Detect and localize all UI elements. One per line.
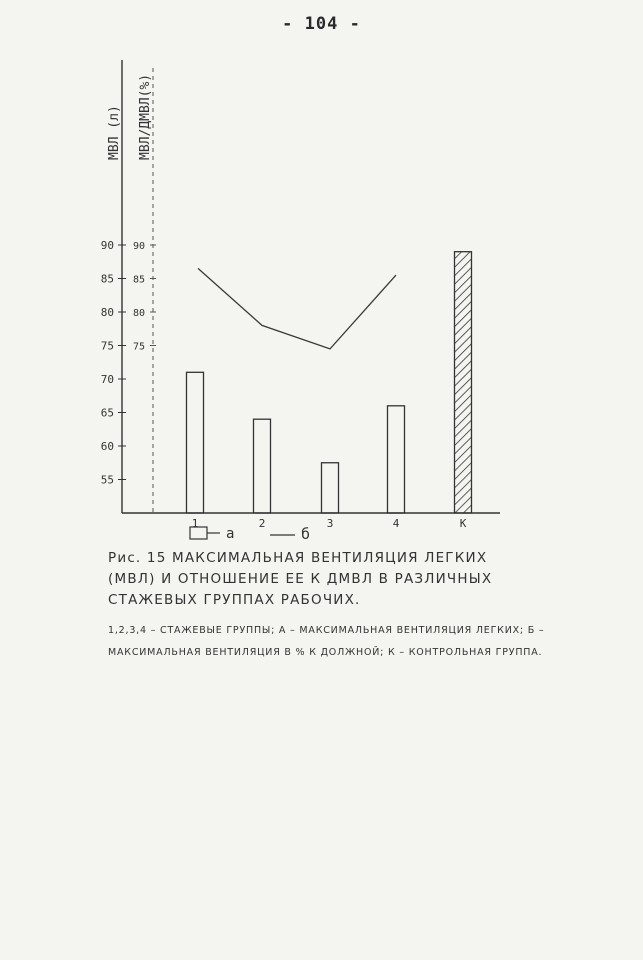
x-tick-label: 4 [392, 517, 400, 530]
bar-group-2 [254, 419, 271, 513]
chart-axes [122, 60, 500, 513]
y-tick-label-right: 75 [132, 341, 146, 353]
bar-group-4 [388, 406, 405, 513]
y-tick-label-left: 55 [100, 473, 114, 487]
bar-group-3 [322, 463, 339, 513]
y-tick-label-right: 90 [132, 241, 146, 252]
y-tick-label-left: 85 [100, 272, 114, 286]
caption-text: МАКСИМАЛЬНАЯ ВЕНТИЛЯЦИЯ ЛЕГКИХ (МВЛ) И ОТНОШЕНИЕ ЕЕ К ДМВЛ В РАЗЛИЧНЫХ СТАЖЕВЫХ ГРУППАХ РАБОЧИХ. [108, 550, 493, 608]
y-tick-label-left: 90 [100, 239, 114, 252]
bar-group-1 [187, 372, 204, 513]
y-tick-label-right: 85 [132, 274, 146, 286]
y-axis-label-right: МВЛ/ДМВЛ(%) [138, 73, 153, 160]
x-tick-label: К [459, 517, 467, 530]
y-axis-label-left: МВЛ (л) [107, 105, 122, 160]
bar-control-group [455, 252, 472, 513]
legend [190, 525, 310, 543]
y-tick-label-left: 60 [100, 440, 114, 453]
figure-caption [108, 548, 538, 611]
y-tick-label-left: 75 [100, 339, 114, 353]
legend-label-b: б [301, 525, 311, 543]
y-tick-label-left: 70 [100, 373, 114, 386]
y-tick-label-left: 80 [100, 306, 114, 319]
x-tick-label: 2 [258, 517, 266, 530]
figure-label: Рис. 15 [108, 550, 167, 566]
figure-note: 1,2,3,4 – СТАЖЕВЫЕ ГРУППЫ; А – МАКСИМАЛЬНАЯ ВЕНТИЛЯЦИЯ ЛЕГКИХ; Б – МАКСИМАЛЬНАЯ ВЕНТИЛЯЦИЯ В % К ДОЛЖНОЙ; К – КОНТРОЛЬНАЯ ГРУППА. [108, 625, 545, 658]
y-tick-label-right: 80 [132, 308, 146, 319]
y-tick-label-left: 65 [100, 406, 114, 420]
x-tick-label: 3 [326, 517, 334, 530]
legend-label-a: а [226, 526, 235, 542]
x-tick-label: 1 [191, 517, 199, 530]
series-b-line [198, 268, 396, 349]
bars [187, 252, 472, 513]
page-number: - 104 - [282, 14, 361, 34]
